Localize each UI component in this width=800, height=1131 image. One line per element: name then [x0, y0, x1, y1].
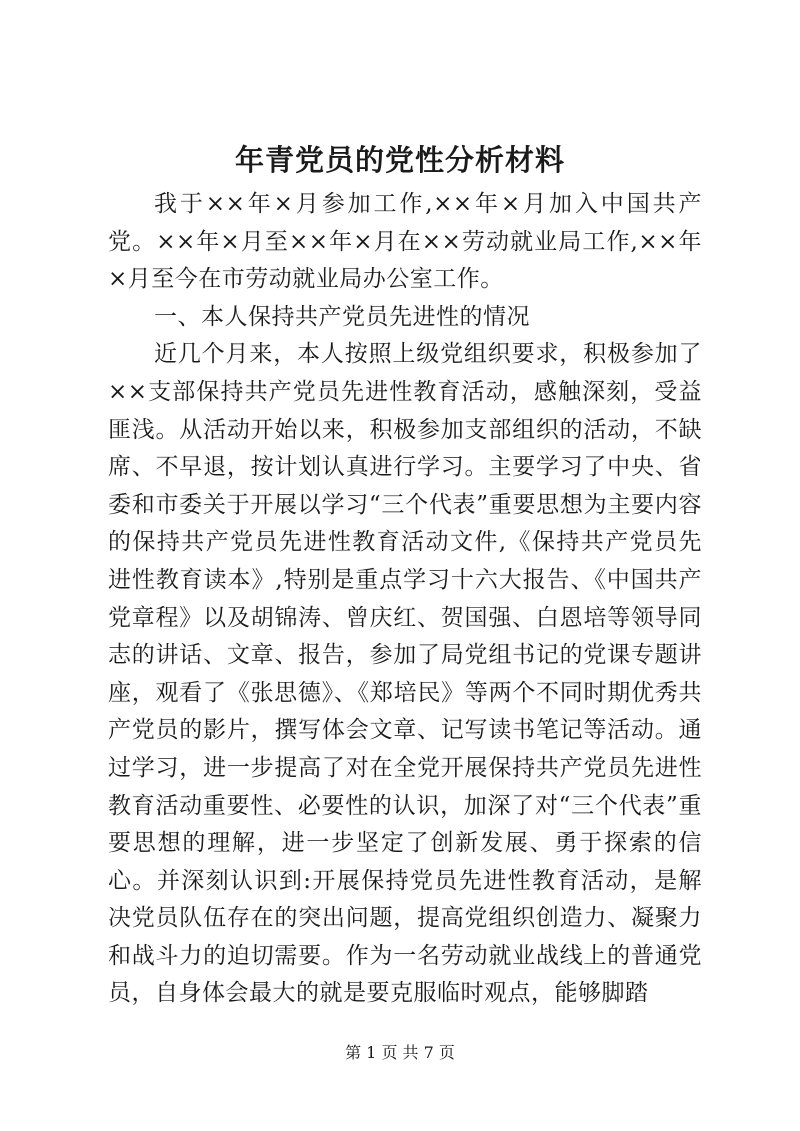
page-number-footer: 第 1 页 共 7 页 — [345, 1043, 455, 1062]
document-body — [108, 186, 702, 1013]
paragraph-intro: 我于××年×月参加工作,××年×月加入中国共产党。××年×月至××年×月在××劳动就业局工作,××年×月至今在市劳动就业局办公室工作。 — [108, 191, 702, 293]
section-heading: 一、本人保持共产党员先进性的情况 — [154, 303, 530, 330]
paragraph-study: 近几个月来，本人按照上级党组织要求，积极参加了××支部保持共产党员先进性教育活动，感触深刻，受益匪浅。从活动开始以来，积极参加支部组织的活动，不缺席、不早退，按计划认真进行学习。主要学习了中央、省委和市委关于开展以学习“三个代表”重要思想为主要内容的保持共产党员先进性教育活动文件,《保持共产党员先进性教育读本》,特别是重点学习十六大报告、《中国共产党章程》以及胡锦涛、曾庆红、贺国强、白恩培等领导同志的讲话、文章、报告，参加了局党组书记的党课专题讲座，观看了《张思德》、《郑培民》等两个不同时期优秀共产党员的影片，撰写体会文章、记写读书笔记等活动。通过学习，进一步提高了对在全党开展保持共产党员先进性教育活动重要性、必要性的认识，加深了对“三个代表”重要思想的理解，进一步坚定了创新发展、勇于探索的信心。并深刻认识到:开展保持党员先进性教育活动，是解决党员队伍存在的突出问题，提高党组织创造力、凝聚力和战斗力的迫切需要。作为一名劳动就业战线上的普通党员，自身体会最大的就是要克服临时观点，能够脚踏 — [108, 341, 702, 1007]
document-title: 年青党员的党性分析材料 — [234, 143, 565, 177]
